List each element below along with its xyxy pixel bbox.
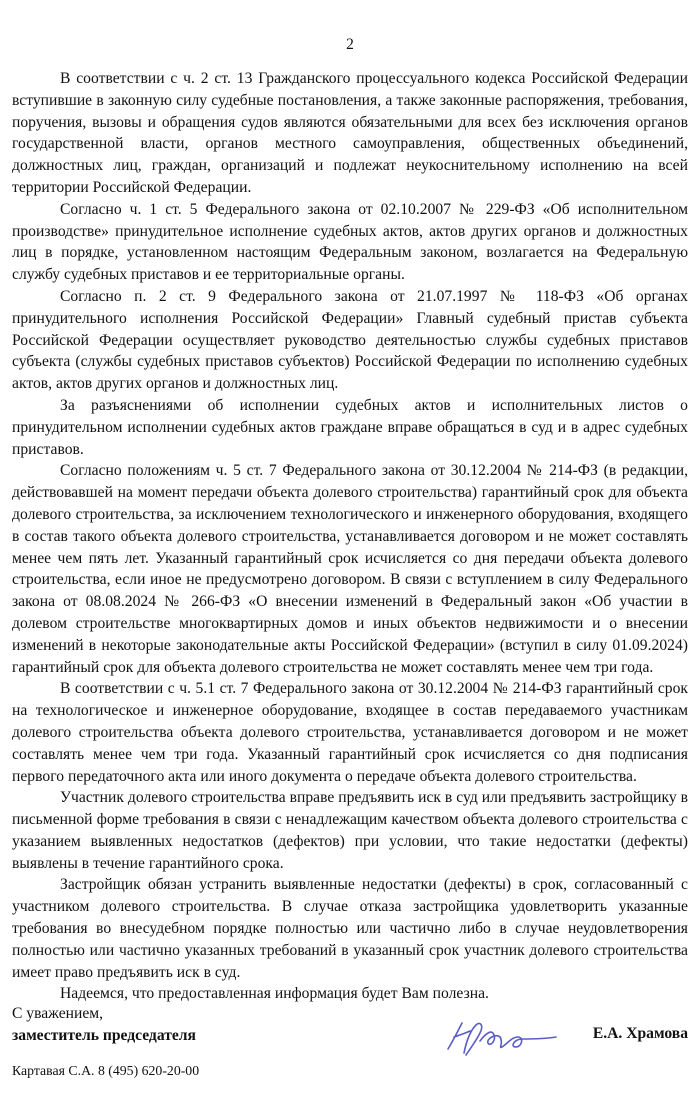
closing-regards: С уважением, <box>12 1005 104 1022</box>
paragraph: Согласно положениям ч. 5 ст. 7 Федерального закона от 30.12.2004 № 214-ФЗ (в редакции, действовавшей на момент передачи объекта долевого строительства) гарантийный срок для объекта долевого строительства, за исключением технологического и инженерного оборудования, входящего в состав такого объекта долевого строительства, устанавливается договором и не может составлять менее чем пять лет. Указанный гарантийный срок исчисляется со дня передачи объекта долевого строительства, если иное не предусмотрено договором. В связи с вступлением в силу Федерального закона от 08.08.2024 № 266-ФЗ «О внесении изменений в Федеральный закон «Об участии в долевом строительстве многоквартирных домов и иных объектов недвижимости и о внесении изменений в некоторые законодательные акты Российской Федерации» (вступил в силу 01.09.2024) гарантийный срок для объекта долевого строительства не может составлять менее чем три года. <box>12 462 688 676</box>
paragraph: Согласно п. 2 ст. 9 Федерального закона от 21.07.1997 № 118-ФЗ «Об органах принудительного исполнения Российской Федерации» Главный судебный пристав субъекта Российской Федерации осуществляет руководство деятельностью службы судебных приставов субъекта (службы судебных приставов субъектов) Российской Федерации по исполнению судебных актов, актов других органов и должностных лиц. <box>12 287 688 393</box>
closing-block <box>12 1003 196 1047</box>
paragraph: Согласно ч. 1 ст. 5 Федерального закона от 02.10.2007 № 229-ФЗ «Об исполнительном производстве» принудительное исполнение судебных актов, актов других органов и должностных лиц в порядке, установленном настоящим Федеральным законом, возлагается на Федеральную службу судебных приставов и ее территориальные органы. <box>12 200 688 284</box>
paragraph: В соответствии с ч. 2 ст. 13 Гражданского процессуального кодекса Российской Федерации вступившие в законную силу судебные постановления, а также законные распоряжения, требования, поручения, вызовы и обращения судов являются обязательными для всех без исключения органов государственной власти, органов местного самоуправления, общественных объединений, должностных лиц, граждан, организаций и подлежат неукоснительному исполнению на всей территории Российской Федерации. <box>12 70 688 196</box>
page-number: 2 <box>346 36 354 53</box>
letter-body <box>12 68 688 1005</box>
paragraph: Надеемся, что предоставленная информация будет Вам полезна. <box>60 985 489 1003</box>
signer-position: заместитель председателя <box>12 1026 196 1044</box>
executor-contact: Картавая С.А. 8 (495) 620-20-00 <box>12 1063 200 1078</box>
handwritten-signature <box>440 1009 560 1065</box>
signer-name: Е.А. Храмова <box>592 1025 688 1042</box>
paragraph: В соответствии с ч. 5.1 ст. 7 Федерального закона от 30.12.2004 № 214-ФЗ гарантийный срок на технологическое и инженерное оборудование, входящее в состав передаваемого участникам долевого строительства объекта долевого строительства, устанавливается договором и не может составлять менее чем три года. Указанный гарантийный срок исчисляется со дня подписания первого передаточного акта или иного документа о передаче объекта долевого строительства. <box>12 680 688 785</box>
paragraph: Застройщик обязан устранить выявленные недостатки (дефекты) в срок, согласованный с участником долевого строительства. В случае отказа застройщика удовлетворить указанные требования во внесудебном порядке полностью или частично либо в случае неудовлетворения полностью или частично указанных требований в указанный срок участник долевого строительства имеет право предъявить иск в суд. <box>12 876 688 981</box>
paragraph: За разъяснениями об исполнении судебных актов и исполнительных листов о принудительном исполнении судебных актов граждане вправе обращаться в суд и в адрес судебных приставов. <box>12 396 688 458</box>
paragraph: Участник долевого строительства вправе предъявить иск в суд или предъявить застройщику в письменной форме требования в связи с ненадлежащим качеством объекта долевого строительства с указанием выявленных недостатков (дефектов) при условии, что такие недостатки (дефекты) выявлены в течение гарантийного срока. <box>12 789 688 872</box>
